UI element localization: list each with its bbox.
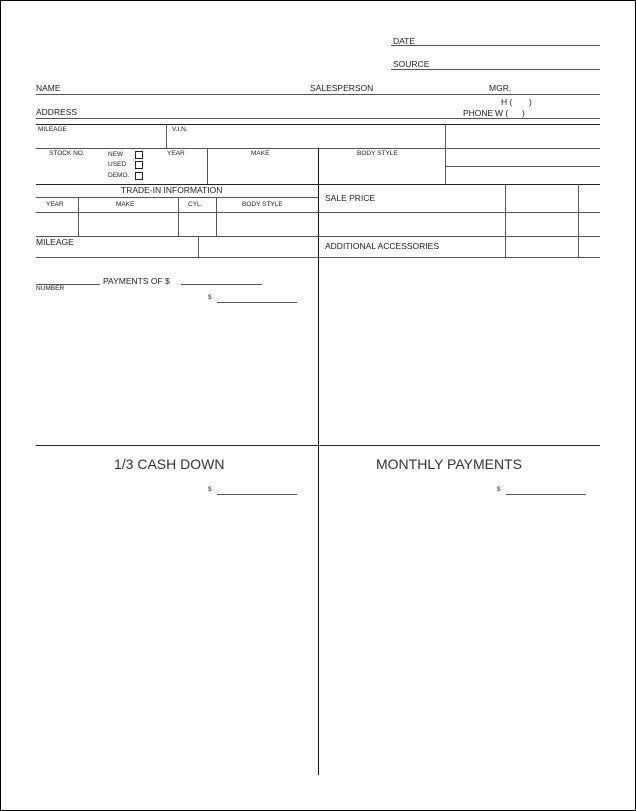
cash-down-title: 1/3 CASH DOWN [114,456,225,472]
source-label: SOURCE [393,59,430,69]
date-label: DATE [393,36,416,46]
address-label: ADDRESS [36,107,78,117]
mgr-label: MGR. [489,83,512,93]
new-checkbox[interactable] [135,151,143,159]
mileage-label: MILEAGE [38,126,67,133]
demo-checkbox[interactable] [135,172,143,180]
phone-home-label: H ( [501,97,513,107]
trade-in-col-divider-3 [216,197,217,236]
trade-in-bottom-rule [36,257,600,258]
trade-in-body-style-header: BODY STYLE [242,201,283,208]
vin-label: V.I.N. [172,126,188,133]
trade-in-col-divider-1 [78,197,79,236]
name-label: NAME [36,83,61,93]
vehicle-right-inner-rule [445,166,600,167]
monthly-payments-field[interactable] [506,494,586,495]
source-field[interactable] [391,69,600,70]
payments-of-label: PAYMENTS OF $ [103,276,170,286]
vehicle-year-label: YEAR [167,150,185,157]
vehicle-make-label: MAKE [251,150,270,157]
trade-in-year-header: YEAR [46,201,64,208]
stock-no-label: STOCK NO. [49,150,85,157]
bottom-section-rule [36,445,600,446]
trade-in-mileage-divider [198,236,199,257]
trade-in-row-rule [36,236,600,237]
used-checkbox[interactable] [135,161,143,169]
sale-col-divider-1 [505,184,506,257]
condition-used-label: USED [108,161,127,168]
vehicle-top-rule [36,124,600,125]
trade-in-make-header: MAKE [116,201,135,208]
name-field[interactable] [36,94,600,95]
sale-col-divider-2 [578,184,579,257]
date-field[interactable] [391,45,600,46]
payments-dollar-sign: $ [208,294,212,301]
mileage-vin-divider [166,124,167,148]
payments-total-field[interactable] [217,302,297,303]
number-label: NUMBER [36,285,65,292]
condition-demo-label: DEMO. [108,172,130,179]
monthly-payments-title: MONTHLY PAYMENTS [376,456,522,472]
phone-work-close: ) [522,108,525,118]
sale-price-label: SALE PRICE [325,193,376,203]
monthly-dollar-sign: $ [497,486,501,493]
address-field[interactable] [36,118,600,119]
salesperson-label: SALESPERSON [310,83,374,93]
phone-label: PHONE [463,108,494,118]
phone-home-close: ) [529,97,532,107]
vehicle-right-divider [445,124,446,184]
trade-in-title: TRADE-IN INFORMATION [121,185,223,195]
additional-accessories-label: ADDITIONAL ACCESSORIES [325,241,439,251]
year-make-divider [207,148,208,184]
trade-in-mileage-label: MILEAGE [36,237,74,247]
trade-in-header-rule [36,212,600,213]
phone-work-label: W ( [495,108,509,118]
center-divider [318,148,319,775]
vehicle-body-style-label: BODY STYLE [357,150,398,157]
payments-amount-field[interactable] [181,284,262,285]
cash-down-dollar-sign: $ [208,486,212,493]
trade-in-col-divider-2 [178,197,179,236]
cash-down-field[interactable] [217,494,297,495]
trade-in-cyl-header: CYL. [188,201,203,208]
condition-new-label: NEW [108,151,124,158]
